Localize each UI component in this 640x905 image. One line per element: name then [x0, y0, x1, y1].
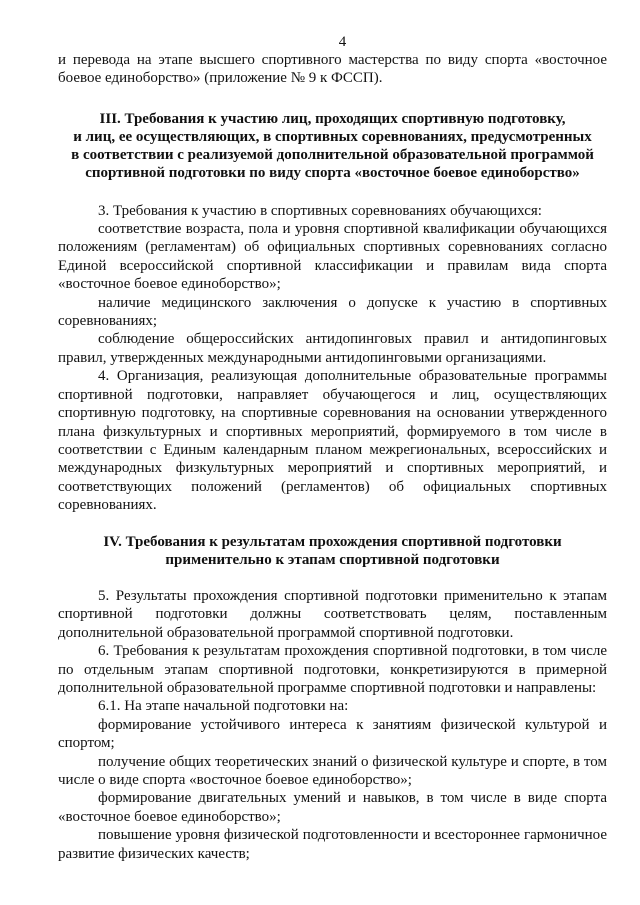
- paragraph-item-5: 5. Результаты прохождения спортивной подготовки применительно к этапам спортивной подготовки должны соответствовать целям, поставленным дополнительной образовательной программой спортивной подготовки.: [58, 587, 607, 641]
- section-4-heading: [58, 533, 607, 569]
- section-3-body: [58, 202, 607, 515]
- section-4-heading-line: IV. Требования к результатам прохождения спортивной подготовки: [103, 533, 562, 550]
- paragraph-requirement-medical: наличие медицинского заключения о допуске к участию в спортивных соревнованиях;: [58, 294, 607, 330]
- section-4-body: [58, 587, 607, 863]
- paragraph-item-3: 3. Требования к участию в спортивных соревнованиях обучающихся:: [98, 202, 542, 219]
- section-3-heading-line: в соответствии с реализуемой дополнительной образовательной программой: [71, 147, 594, 164]
- paragraph-goal-fitness: повышение уровня физической подготовленности и всестороннее гармоничное развитие физических качеств;: [58, 827, 607, 862]
- paragraph-requirement-antidoping: соблюдение общероссийских антидопинговых правил и антидопинговых правил, утвержденных международными антидопинговыми организациями.: [58, 331, 607, 366]
- paragraph-goal-knowledge: получение общих теоретических знаний о физической культуре и спорте, в том числе о виде спорта «восточное боевое единоборство»;: [58, 753, 607, 788]
- paragraph-requirement-age: соответствие возраста, пола и уровня спортивной квалификации обучающихся положениям (регламентам) об официальных спортивных соревнованиях согласно Единой всероссийской спортивной классификации и правилам вида спорта «восточное боевое единоборство»;: [58, 221, 607, 293]
- section-3-heading-line: спортивной подготовки по виду спорта «восточное боевое единоборство»: [85, 165, 580, 182]
- paragraph-item-4: 4. Организация, реализующая дополнительные образовательные программы спортивной подготовки, направляет обучающегося и лиц, осуществляющих спортивную подготовку, на спортивные соревнования на основании утвержденного плана физкультурных и спортивных мероприятий, формируемого в том числе в соответствии с Единым календарным планом межрегиональных, всероссийских и международных физкультурных мероприятий и спортивных мероприятий, и соответствующих положений (регламентов) об официальных спортивных соревнованиях.: [58, 368, 607, 514]
- document-body: [58, 51, 607, 863]
- paragraph-item-6-1: 6.1. На этапе начальной подготовки на:: [98, 698, 349, 715]
- section-4-heading-line: применительно к этапам спортивной подготовки: [165, 551, 500, 568]
- page-number: 4: [338, 34, 347, 50]
- paragraph-item-6: 6. Требования к результатам прохождения спортивной подготовки, в том числе по отдельным этапам спортивной подготовки, конкретизируются в примерной дополнительной образовательной программе спортивной подготовки и направлены:: [58, 643, 607, 696]
- section-3-heading: [58, 110, 607, 183]
- paragraph-goal-interest: формирование устойчивого интереса к занятиям физической культурой и спортом;: [58, 716, 607, 752]
- paragraph-goal-skills: формирование двигательных умений и навыков, в том числе в виде спорта «восточное боевое единоборство»;: [58, 790, 607, 825]
- section-3-heading-line: III. Требования к участию лиц, проходящих спортивную подготовку,: [99, 110, 566, 127]
- paragraph-continuation: и перевода на этапе высшего спортивного мастерства по виду спорта «восточное боевое единоборство» (приложение № 9 к ФССП).: [58, 52, 607, 87]
- section-3-heading-line: и лиц, ее осуществляющих, в спортивных соревнованиях, предусмотренных: [73, 129, 592, 146]
